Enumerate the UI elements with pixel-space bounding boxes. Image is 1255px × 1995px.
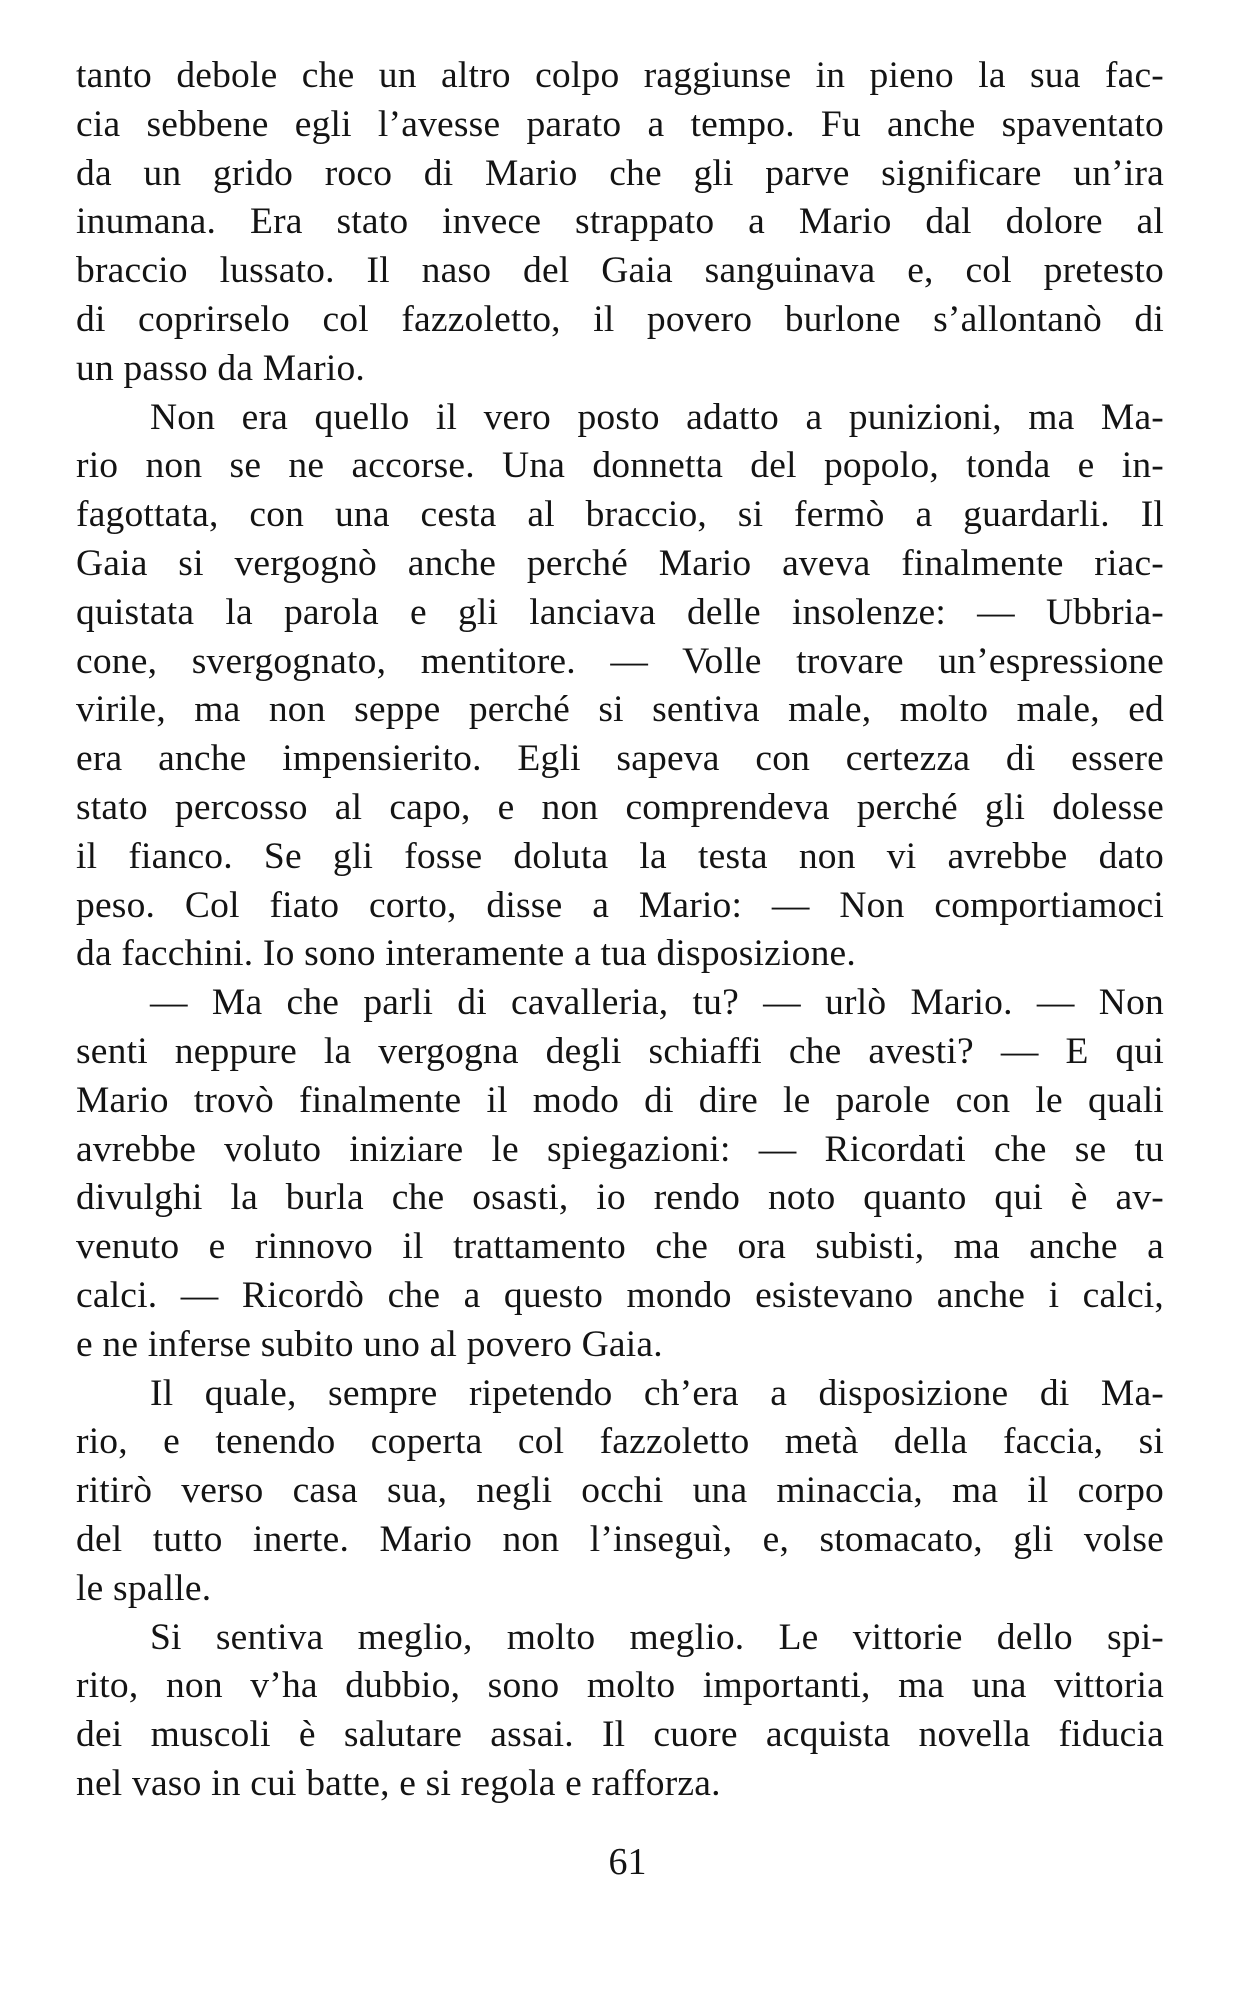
- text-line: calci. — Ricordò che a questo mondo esistevano anche i calci,: [76, 1274, 1164, 1316]
- body-text: [76, 52, 1164, 1809]
- text-line: nel vaso in cui batte, e si regola e rafforza.: [76, 1762, 721, 1804]
- text-line: braccio lussato. Il naso del Gaia sanguinava e, col pretesto: [76, 250, 1164, 292]
- text-line: da facchini. Io sono interamente a tua disposizione.: [76, 933, 856, 975]
- text-line: — Ma che parli di cavalleria, tu? — urlò Mario. — Non: [150, 982, 1164, 1024]
- text-line: rito, non v’ha dubbio, sono molto importanti, ma una vittoria: [76, 1665, 1164, 1707]
- text-line: divulghi la burla che osasti, io rendo noto quanto qui è av-: [76, 1177, 1164, 1219]
- paragraph: [76, 1370, 1164, 1614]
- text-line: fagottata, con una cesta al braccio, si fermò a guardarli. Il: [76, 494, 1164, 536]
- text-line: virile, ma non seppe perché si sentiva male, molto male, ed: [76, 689, 1164, 731]
- paragraph: [76, 1614, 1164, 1809]
- text-line: cia sebbene egli l’avesse parato a tempo. Fu anche spaventato: [76, 103, 1164, 145]
- text-line: senti neppure la vergogna degli schiaffi che avesti? — E qui: [76, 1030, 1164, 1072]
- text-line: Non era quello il vero posto adatto a punizioni, ma Ma-: [150, 396, 1164, 438]
- text-line: tanto debole che un altro colpo raggiunse in pieno la sua fac-: [76, 55, 1164, 96]
- text-line: inumana. Era stato invece strappato a Mario dal dolore al: [76, 201, 1164, 243]
- paragraph: [76, 394, 1164, 980]
- text-line: era anche impensierito. Egli sapeva con certezza di essere: [76, 738, 1164, 780]
- paragraph: [76, 979, 1164, 1369]
- paragraph: [76, 52, 1164, 394]
- text-line: quistata la parola e gli lanciava delle insolenze: — Ubbria-: [76, 591, 1164, 633]
- text-line: peso. Col fiato corto, disse a Mario: — Non comportiamoci: [76, 884, 1164, 926]
- text-line: avrebbe voluto iniziare le spiegazioni: — Ricordati che se tu: [76, 1128, 1164, 1170]
- text-line: e ne inferse subito uno al povero Gaia.: [76, 1323, 663, 1365]
- text-line: rio non se ne accorse. Una donnetta del popolo, tonda e in-: [76, 445, 1164, 487]
- text-line: Si sentiva meglio, molto meglio. Le vittorie dello spi-: [150, 1616, 1164, 1658]
- text-line: da un grido roco di Mario che gli parve significare un’ira: [76, 152, 1164, 194]
- text-line: Il quale, sempre ripetendo ch’era a disposizione di Ma-: [150, 1372, 1164, 1414]
- text-line: Mario trovò finalmente il modo di dire le parole con le quali: [76, 1079, 1164, 1121]
- text-line: dei muscoli è salutare assai. Il cuore acquista novella fiducia: [76, 1714, 1164, 1756]
- text-line: rio, e tenendo coperta col fazzoletto metà della faccia, si: [76, 1421, 1164, 1463]
- text-line: il fianco. Se gli fosse doluta la testa non vi avrebbe dato: [76, 835, 1164, 877]
- text-line: un passo da Mario.: [76, 347, 365, 389]
- text-line: di coprirselo col fazzoletto, il povero burlone s’allontanò di: [76, 298, 1164, 340]
- text-line: le spalle.: [76, 1567, 212, 1609]
- text-line: ritirò verso casa sua, negli occhi una minaccia, ma il corpo: [76, 1470, 1164, 1512]
- text-line: stato percosso al capo, e non comprendeva perché gli dolesse: [76, 786, 1164, 828]
- text-line: venuto e rinnovo il trattamento che ora subisti, ma anche a: [76, 1226, 1164, 1268]
- text-line: cone, svergognato, mentitore. — Volle trovare un’espressione: [76, 640, 1164, 682]
- text-line: del tutto inerte. Mario non l’inseguì, e, stomacato, gli volse: [76, 1518, 1164, 1560]
- text-line: Gaia si vergognò anche perché Mario aveva finalmente riac-: [76, 542, 1164, 584]
- page-number: 61: [608, 1841, 647, 1883]
